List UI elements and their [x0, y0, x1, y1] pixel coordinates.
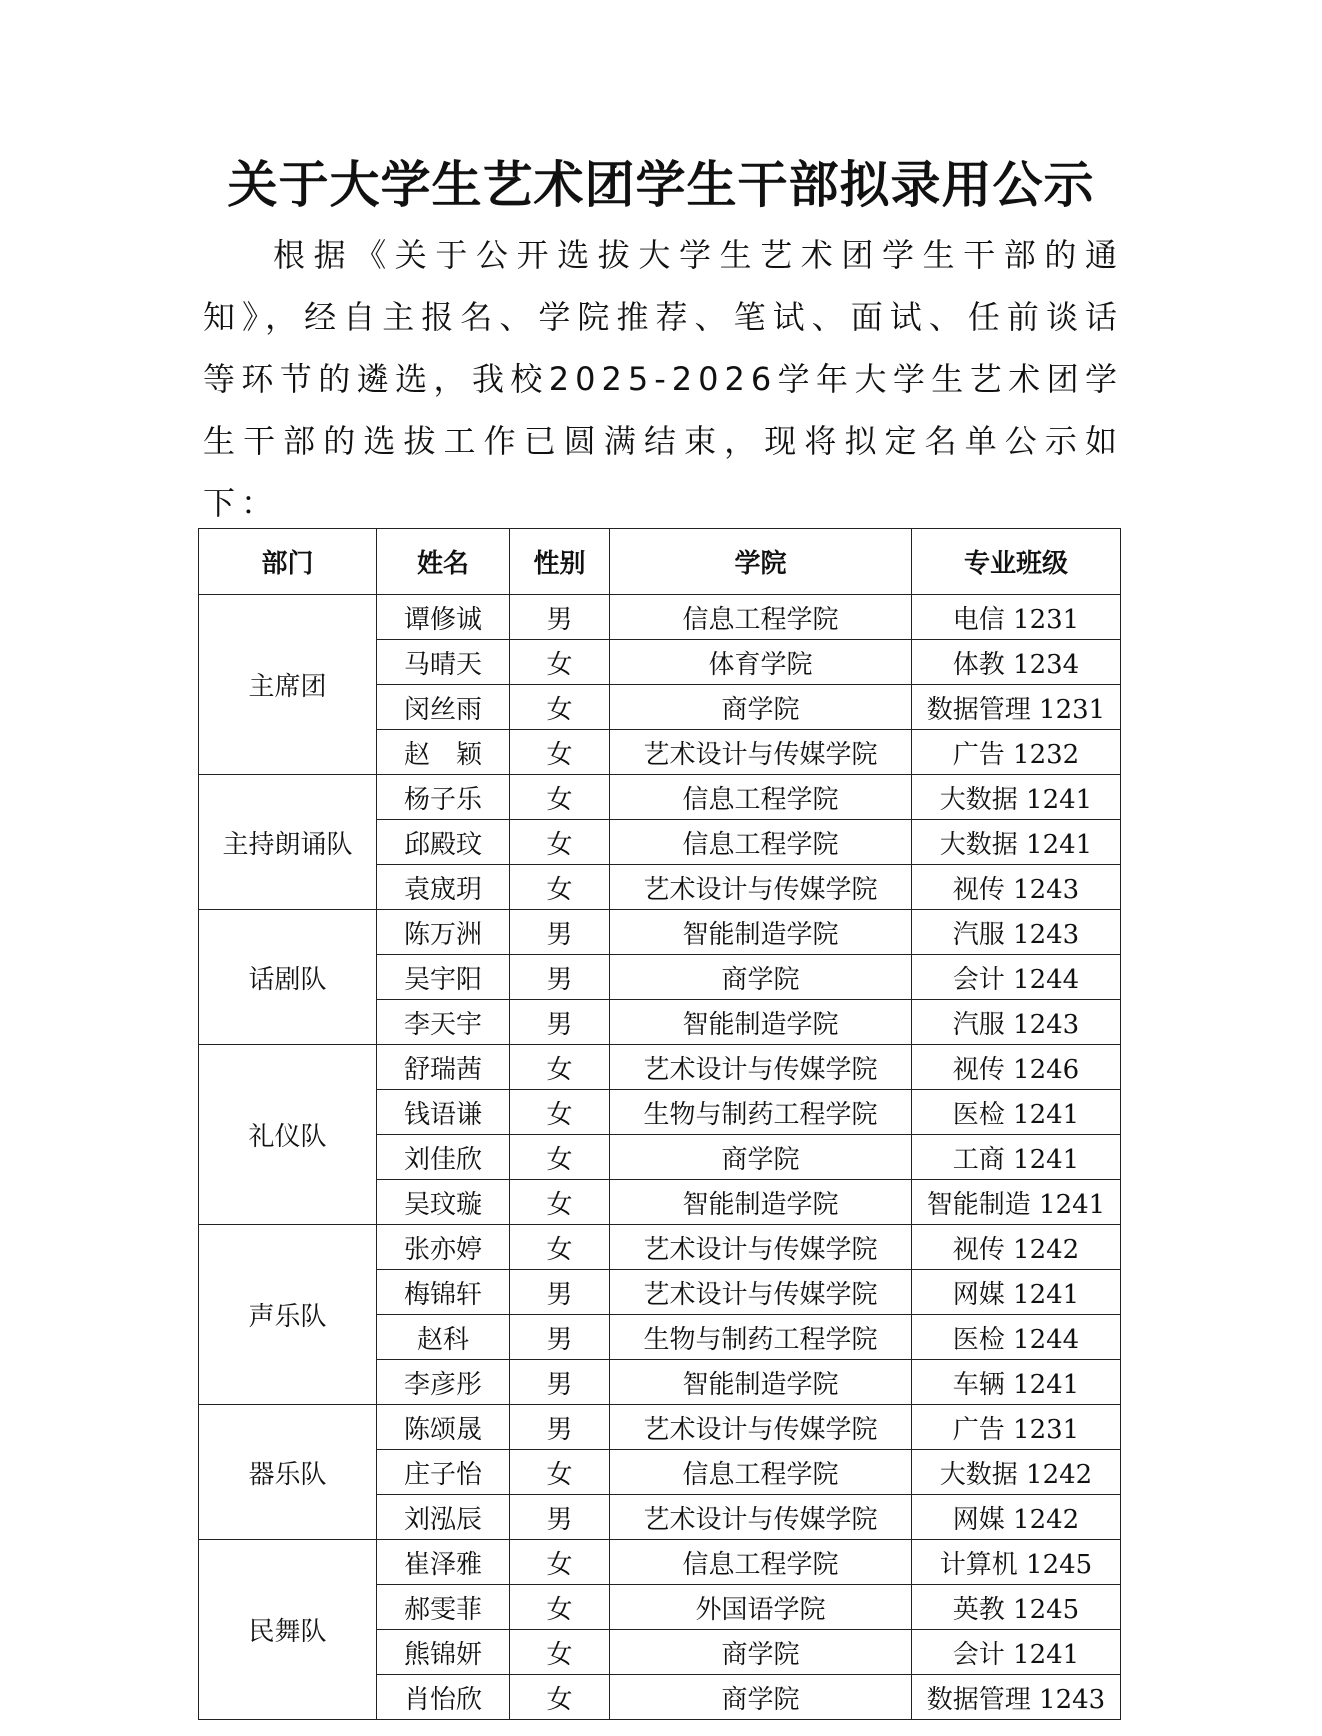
gender-cell: 女 — [510, 1225, 610, 1270]
gender-cell: 男 — [510, 1270, 610, 1315]
college-cell: 艺术设计与传媒学院 — [610, 730, 912, 775]
name-cell: 吴玟璇 — [377, 1180, 510, 1225]
class-cell: 网媒 1241 — [912, 1270, 1121, 1315]
name-cell: 马晴天 — [377, 640, 510, 685]
name-cell: 闵丝雨 — [377, 685, 510, 730]
gender-cell: 女 — [510, 1135, 610, 1180]
table-row — [199, 1045, 1121, 1090]
gender-cell: 女 — [510, 1450, 610, 1495]
class-cell: 车辆 1241 — [912, 1360, 1121, 1405]
name-cell: 李天宇 — [377, 1000, 510, 1045]
college-cell: 智能制造学院 — [610, 910, 912, 955]
name-cell: 舒瑞茜 — [377, 1045, 510, 1090]
table-row — [199, 1540, 1121, 1585]
name-cell: 袁宬玥 — [377, 865, 510, 910]
class-cell: 视传 1242 — [912, 1225, 1121, 1270]
name-cell: 杨子乐 — [377, 775, 510, 820]
class-cell: 计算机 1245 — [912, 1540, 1121, 1585]
college-cell: 信息工程学院 — [610, 775, 912, 820]
department-cell: 主持朗诵队 — [199, 775, 377, 910]
name-cell: 刘佳欣 — [377, 1135, 510, 1180]
table-row — [199, 910, 1121, 955]
college-cell: 信息工程学院 — [610, 1540, 912, 1585]
table-row — [199, 595, 1121, 640]
department-cell: 话剧队 — [199, 910, 377, 1045]
gender-cell: 男 — [510, 1405, 610, 1450]
college-cell: 信息工程学院 — [610, 820, 912, 865]
class-cell: 汽服 1243 — [912, 1000, 1121, 1045]
class-cell: 广告 1231 — [912, 1405, 1121, 1450]
department-cell: 主席团 — [199, 595, 377, 775]
class-cell: 英教 1245 — [912, 1585, 1121, 1630]
gender-cell: 女 — [510, 1045, 610, 1090]
intro-paragraph: 根据《关于公开选拔大学生艺术团学生干部的通知》，经自主报名、学院推荐、笔试、面试、任前谈话等环节的遴选，我校2025-2026学年大学生艺术团学生干部的选拔工作已圆满结束，现将拟定名单公示如下： — [203, 236, 1123, 522]
college-cell: 艺术设计与传媒学院 — [610, 1270, 912, 1315]
name-cell: 梅锦轩 — [377, 1270, 510, 1315]
class-cell: 汽服 1243 — [912, 910, 1121, 955]
college-cell: 商学院 — [610, 1630, 912, 1675]
college-cell: 外国语学院 — [610, 1585, 912, 1630]
college-cell: 艺术设计与传媒学院 — [610, 1045, 912, 1090]
name-cell: 张亦婷 — [377, 1225, 510, 1270]
header-college: 学院 — [610, 529, 912, 595]
class-cell: 视传 1246 — [912, 1045, 1121, 1090]
gender-cell: 女 — [510, 820, 610, 865]
table-row — [199, 1225, 1121, 1270]
class-cell: 工商 1241 — [912, 1135, 1121, 1180]
college-cell: 艺术设计与传媒学院 — [610, 1495, 912, 1540]
class-cell: 视传 1243 — [912, 865, 1121, 910]
college-cell: 艺术设计与传媒学院 — [610, 1405, 912, 1450]
name-cell: 赵 颖 — [377, 730, 510, 775]
gender-cell: 女 — [510, 685, 610, 730]
class-cell: 大数据 1242 — [912, 1450, 1121, 1495]
name-cell: 刘泓辰 — [377, 1495, 510, 1540]
class-cell: 医检 1244 — [912, 1315, 1121, 1360]
table-header-row — [199, 529, 1121, 595]
department-cell: 礼仪队 — [199, 1045, 377, 1225]
gender-cell: 男 — [510, 1360, 610, 1405]
roster-table — [198, 528, 1121, 1720]
name-cell: 李彦彤 — [377, 1360, 510, 1405]
document-title: 关于大学生艺术团学生干部拟录用公示 — [227, 155, 1095, 214]
class-cell: 医检 1241 — [912, 1090, 1121, 1135]
name-cell: 邱殿玟 — [377, 820, 510, 865]
name-cell: 陈万洲 — [377, 910, 510, 955]
gender-cell: 女 — [510, 865, 610, 910]
name-cell: 庄子怡 — [377, 1450, 510, 1495]
college-cell: 商学院 — [610, 1675, 912, 1720]
name-cell: 熊锦妍 — [377, 1630, 510, 1675]
name-cell: 赵科 — [377, 1315, 510, 1360]
gender-cell: 女 — [510, 730, 610, 775]
class-cell: 数据管理 1231 — [912, 685, 1121, 730]
name-cell: 陈颂晟 — [377, 1405, 510, 1450]
gender-cell: 男 — [510, 595, 610, 640]
gender-cell: 女 — [510, 1090, 610, 1135]
gender-cell: 女 — [510, 1585, 610, 1630]
gender-cell: 男 — [510, 910, 610, 955]
department-cell: 器乐队 — [199, 1405, 377, 1540]
name-cell: 崔泽雅 — [377, 1540, 510, 1585]
college-cell: 生物与制药工程学院 — [610, 1090, 912, 1135]
class-cell: 会计 1241 — [912, 1630, 1121, 1675]
class-cell: 网媒 1242 — [912, 1495, 1121, 1540]
name-cell: 谭修诚 — [377, 595, 510, 640]
gender-cell: 男 — [510, 1315, 610, 1360]
department-cell: 声乐队 — [199, 1225, 377, 1405]
gender-cell: 女 — [510, 1630, 610, 1675]
header-name: 姓名 — [377, 529, 510, 595]
gender-cell: 女 — [510, 1180, 610, 1225]
gender-cell: 女 — [510, 775, 610, 820]
college-cell: 智能制造学院 — [610, 1000, 912, 1045]
gender-cell: 男 — [510, 955, 610, 1000]
gender-cell: 女 — [510, 1675, 610, 1720]
gender-cell: 女 — [510, 1540, 610, 1585]
table-row — [199, 1405, 1121, 1450]
gender-cell: 男 — [510, 1000, 610, 1045]
class-cell: 广告 1232 — [912, 730, 1121, 775]
gender-cell: 女 — [510, 640, 610, 685]
college-cell: 体育学院 — [610, 640, 912, 685]
college-cell: 商学院 — [610, 1135, 912, 1180]
college-cell: 智能制造学院 — [610, 1180, 912, 1225]
name-cell: 吴宇阳 — [377, 955, 510, 1000]
header-department: 部门 — [199, 529, 377, 595]
header-class: 专业班级 — [912, 529, 1121, 595]
college-cell: 艺术设计与传媒学院 — [610, 865, 912, 910]
college-cell: 信息工程学院 — [610, 595, 912, 640]
college-cell: 生物与制药工程学院 — [610, 1315, 912, 1360]
table-row — [199, 775, 1121, 820]
college-cell: 智能制造学院 — [610, 1360, 912, 1405]
college-cell: 信息工程学院 — [610, 1450, 912, 1495]
header-gender: 性别 — [510, 529, 610, 595]
class-cell: 大数据 1241 — [912, 775, 1121, 820]
gender-cell: 男 — [510, 1495, 610, 1540]
college-cell: 商学院 — [610, 685, 912, 730]
name-cell: 郝雯菲 — [377, 1585, 510, 1630]
class-cell: 电信 1231 — [912, 595, 1121, 640]
class-cell: 大数据 1241 — [912, 820, 1121, 865]
department-cell: 民舞队 — [199, 1540, 377, 1720]
name-cell: 肖怡欣 — [377, 1675, 510, 1720]
college-cell: 艺术设计与传媒学院 — [610, 1225, 912, 1270]
table-body — [199, 595, 1121, 1720]
class-cell: 数据管理 1243 — [912, 1675, 1121, 1720]
class-cell: 会计 1244 — [912, 955, 1121, 1000]
class-cell: 体教 1234 — [912, 640, 1121, 685]
class-cell: 智能制造 1241 — [912, 1180, 1121, 1225]
college-cell: 商学院 — [610, 955, 912, 1000]
name-cell: 钱语谦 — [377, 1090, 510, 1135]
